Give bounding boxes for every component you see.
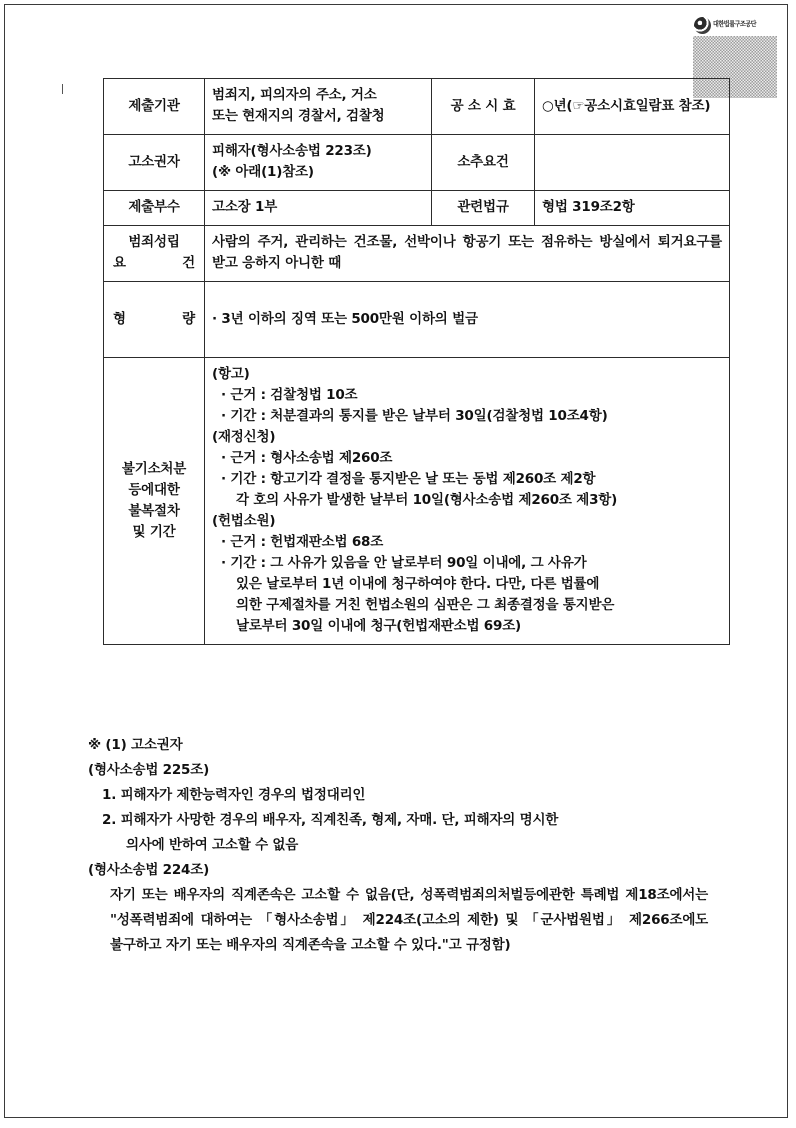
appeal-label-line-2: 불복절차 <box>128 502 180 519</box>
appeal-block-line: · 기간 : 그 사유가 있음을 안 날로부터 90일 이내에, 그 사유가 <box>221 555 587 571</box>
row-value-statute-of-limitations: ○년(☞공소시효일람표 참조) <box>535 79 730 135</box>
penalty-label-right: 량 <box>182 310 195 327</box>
row-value-submission-agency <box>205 79 432 135</box>
appeal-block-line: · 근거 : 검찰청법 10조 <box>221 387 358 403</box>
crime-elements-label-right: 건 <box>182 255 195 271</box>
table-row <box>104 358 730 645</box>
table-row <box>104 135 730 191</box>
penalty-label-inner <box>111 309 197 330</box>
table-row <box>104 191 730 226</box>
submission-agency-line2: 또는 현재지의 경찰서, 검찰청 <box>212 108 385 124</box>
circular-emblem-icon <box>694 17 711 34</box>
row-value-copies: 고소장 1부 <box>205 191 432 226</box>
row-value-prosecution-requirement <box>535 135 730 191</box>
crime-elements-label-line2 <box>111 253 197 274</box>
footnote-item-2: 2. 피해자가 사망한 경우의 배우자, 직계친족, 형제, 자매. 단, 피해자의 명시한 <box>102 812 559 828</box>
appeal-label-line-1: 등에대한 <box>128 481 180 498</box>
appeal-block-heading: (헌법소원) <box>212 513 276 529</box>
row-label-penalty <box>104 282 205 358</box>
row-label-crime-elements <box>104 226 205 282</box>
row-value-complainant <box>205 135 432 191</box>
appeal-label-line-0: 불기소처분 <box>121 460 187 477</box>
row-label-related-statute: 관련법규 <box>432 191 535 226</box>
appeal-block-line-cont: 있은 날로부터 1년 이내에 청구하여야 한다. 다만, 다른 법률에 <box>236 576 600 592</box>
row-label-prosecution-requirement: 소추요건 <box>432 135 535 191</box>
appeal-block-heading: (재정신청) <box>212 429 276 445</box>
complainant-line2: (※ 아래(1)참조) <box>212 164 314 180</box>
complainant-line1: 피해자(형사소송법 223조) <box>212 143 372 159</box>
row-label-appeal-procedure <box>104 358 205 645</box>
footnotes-section <box>88 733 708 958</box>
crime-elements-label-left: 요 <box>113 255 126 271</box>
row-value-appeal-procedure <box>205 358 730 645</box>
appeal-block-line: · 근거 : 헌법재판소법 68조 <box>221 534 384 550</box>
case-info-table <box>103 78 730 645</box>
footnote-item-2-cont: 의사에 반하여 고소할 수 없음 <box>126 837 299 853</box>
stamp-tick-mark <box>62 84 63 94</box>
appeal-label-line-3: 및 기간 <box>132 523 176 540</box>
footnote-law-225: (형사소송법 225조) <box>88 762 210 778</box>
table-row <box>104 79 730 135</box>
row-label-statute-of-limitations: 공 소 시 효 <box>432 79 535 135</box>
row-label-submission-agency: 제출기관 <box>104 79 205 135</box>
appeal-block-line: · 기간 : 처분결과의 통지를 받은 날부터 30일(검찰청법 10조4항) <box>221 408 608 424</box>
crime-elements-label-line1: 범죄성립 <box>128 234 180 250</box>
table-row <box>104 282 730 358</box>
row-label-copies: 제출부수 <box>104 191 205 226</box>
appeal-block-line: · 근거 : 형사소송법 제260조 <box>221 450 393 466</box>
row-value-penalty: · 3년 이하의 징역 또는 500만원 이하의 벌금 <box>205 282 730 358</box>
penalty-label-left: 형 <box>113 310 126 327</box>
row-value-related-statute: 형법 319조2항 <box>535 191 730 226</box>
appeal-block-heading: (항고) <box>212 366 250 382</box>
footnote-title: ※ (1) 고소권자 <box>88 737 183 753</box>
appeal-block-line-cont: 각 호의 사유가 발생한 날부터 10일(형사소송법 제260조 제3항) <box>236 492 618 508</box>
stamp-header <box>693 14 785 36</box>
appeal-block-line-cont: 날로부터 30일 이내에 청구(헌법재판소법 69조) <box>236 618 522 634</box>
table-row <box>104 226 730 282</box>
stamp-caption: 대한법률구조공단 <box>713 20 757 29</box>
appeal-block-line: · 기간 : 항고기각 결정을 통지받은 날 또는 동법 제260조 제2항 <box>221 471 596 487</box>
footnote-law-224: (형사소송법 224조) <box>88 862 210 878</box>
row-label-complainant: 고소권자 <box>104 135 205 191</box>
appeal-block-line-cont: 의한 구제절차를 거친 헌법소원의 심판은 그 최종결정을 통지받은 <box>236 597 615 613</box>
row-value-crime-elements: 사람의 주거, 관리하는 건조물, 선박이나 항공기 또는 점유하는 방실에서 퇴거요구를 받고 응하지 아니한 때 <box>205 226 730 282</box>
footnote-paragraph: 자기 또는 배우자의 직계존속은 고소할 수 없음(단, 성폭력범죄의처벌등에관한 특례법 제18조에서는 "성폭력범죄에 대하여는 「형사소송법」 제224조(고소의 제한) 및 「군사법원법」 제266조에도 불구하고 자기 또는 배우자의 직계존속을 고소할 수 있다."고 규정함) <box>110 887 708 953</box>
submission-agency-line1: 범죄지, 피의자의 주소, 거소 <box>212 87 377 103</box>
footnote-item-1: 1. 피해자가 제한능력자인 경우의 법정대리인 <box>102 787 366 803</box>
